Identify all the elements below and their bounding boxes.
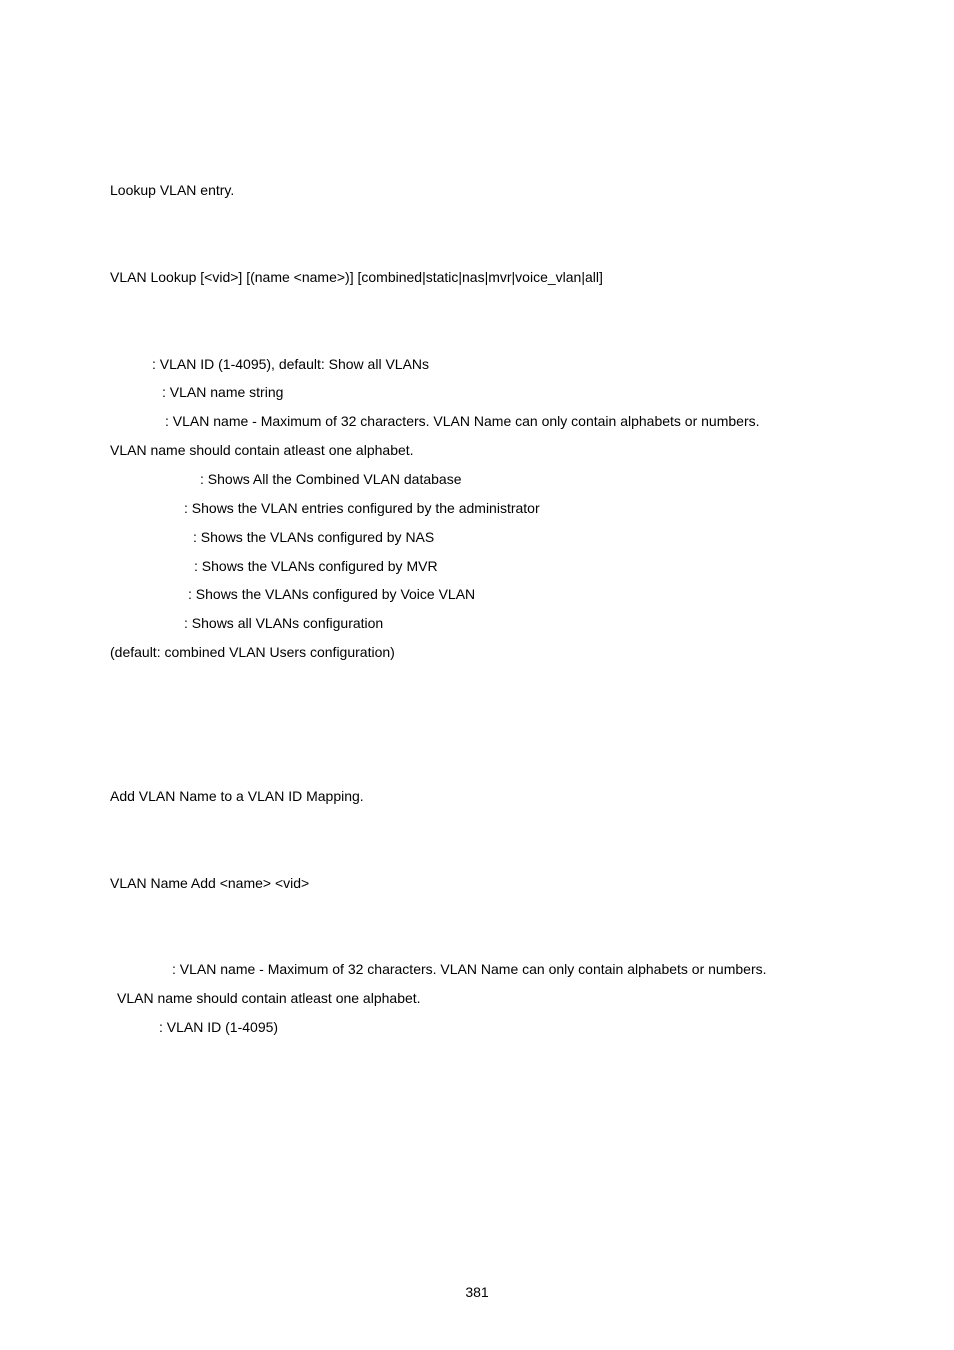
lookup-param-voice-vlan: : Shows the VLANs configured by Voice VLAN — [188, 586, 476, 602]
lookup-param-name-desc-cont: VLAN name should contain atleast one alphabet. — [110, 442, 414, 458]
lookup-param-name-desc: : VLAN name - Maximum of 32 characters. VLAN Name can only contain alphabets or numbers. — [165, 413, 760, 429]
lookup-param-default-note: (default: combined VLAN Users configuration) — [110, 644, 395, 660]
name-add-param-name-desc-cont: VLAN name should contain atleast one alphabet. — [117, 990, 421, 1006]
lookup-syntax: VLAN Lookup [<vid>] [(name <name>)] [combined|static|nas|mvr|voice_vlan|all] — [110, 269, 603, 285]
name-add-param-vid: : VLAN ID (1-4095) — [159, 1019, 279, 1035]
lookup-param-nas: : Shows the VLANs configured by NAS — [193, 529, 435, 545]
lookup-param-name: : VLAN name string — [162, 384, 284, 400]
lookup-param-mvr: : Shows the VLANs configured by MVR — [194, 558, 438, 574]
lookup-param-static: : Shows the VLAN entries configured by the administrator — [184, 500, 540, 516]
lookup-param-combined: : Shows All the Combined VLAN database — [200, 471, 462, 487]
name-add-param-name-desc: : VLAN name - Maximum of 32 characters. VLAN Name can only contain alphabets or numbers. — [172, 961, 767, 977]
lookup-param-vid: : VLAN ID (1-4095), default: Show all VLANs — [152, 356, 430, 372]
name-add-syntax: VLAN Name Add <name> <vid> — [110, 875, 310, 891]
lookup-param-all: : Shows all VLANs configuration — [184, 615, 384, 631]
lookup-description: Lookup VLAN entry. — [110, 182, 235, 198]
page-number: 381 — [465, 1284, 489, 1300]
name-add-description: Add VLAN Name to a VLAN ID Mapping. — [110, 788, 364, 804]
